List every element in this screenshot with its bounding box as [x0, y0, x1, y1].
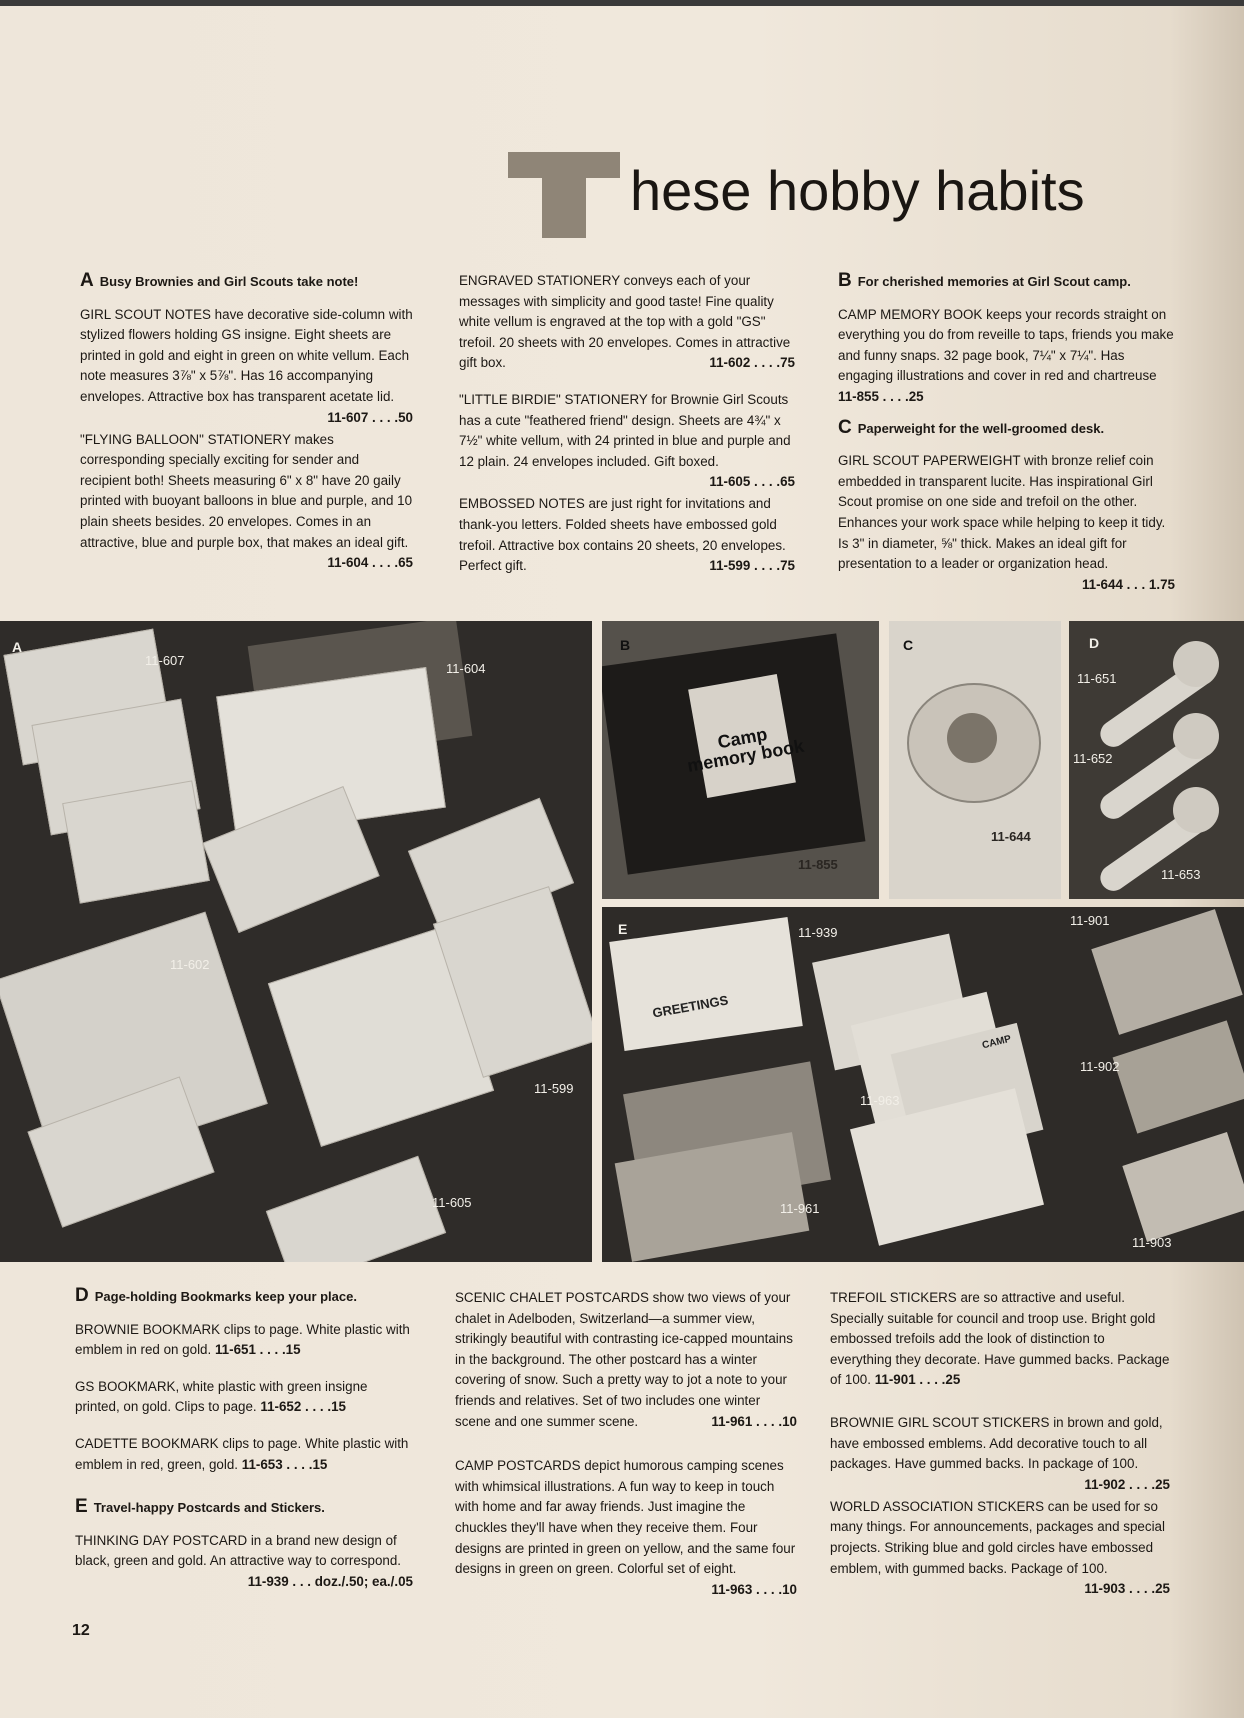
title-text: hese hobby habits — [630, 159, 1085, 222]
camp-book-description: CAMP MEMORY BOOK keeps your records straight on everything you do from reveille to taps, friends you make and funny snaps. 32 page book, 7¼" x 7¼". Has engaging illustrations and cover in red and chartreuse 11-855 . . . .25 — [838, 306, 1174, 404]
photo-camp-memory-book — [602, 621, 879, 899]
world-stickers-description: WORLD ASSOCIATION STICKERS can be used for so many things. For announcements, packages and special projects. Striking blue and gold circles have embossed emblem, with gummed backs. Package of 100. 11-903 . . . .25 — [830, 1498, 1170, 1597]
label-11-651: 11-651 — [1077, 671, 1117, 686]
engraved-description: ENGRAVED STATIONERY conveys each of your messages with simplicity and good taste! Fine quality white vellum is engraved at the top with a gold "GS" trefoil. 20 sheets with 20 envelopes. Comes in attractive gift box. 11-602 . . . .75 — [459, 273, 795, 371]
photo-paperweight — [889, 621, 1061, 899]
photo-stationery — [0, 621, 592, 1262]
section-a-heading: A Busy Brownies and Girl Scouts take note! — [80, 270, 359, 291]
thinking-day-description: THINKING DAY POSTCARD in a brand new design of black, green and gold. An attractive way to correspond. 11-939 . . . doz./.50; ea./.05 — [75, 1532, 413, 1589]
photo-b-letter: B — [620, 637, 631, 653]
section-e-heading: E Travel-happy Postcards and Stickers. — [75, 1496, 325, 1518]
chalet-description: SCENIC CHALET POSTCARDS show two views of your chalet in Adelboden, Switzerland—a summer view, strikingly beautiful with contrasting ice-capped mountains in the background. The other postcard has a winter covering of snow. Such a pretty way to jot a note to your friends and relatives. Set of two includes one winter scene and one summer scene. 11-961 . . . .10 — [455, 1290, 797, 1429]
label-11-901: 11-901 — [1070, 913, 1110, 928]
paperweight-description: GIRL SCOUT PAPERWEIGHT with bronze relief coin embedded in transparent lucite. Has inspirational Girl Scout promise on one side and trefoil on the other. Enhances your work space while helping to keep it tidy. Is 3" in diameter, ⅝" thick. Makes an ideal gift for presentation to a leader or organization head. 11-644 . . . 1.75 — [838, 453, 1175, 592]
notes-description: GIRL SCOUT NOTES have decorative side-column with stylized flowers holding GS insigne. Eight sheets are printed in gold and eight in green on white vellum. Each note measures 3⅞" x 5⅞". Has 16 accompanying envelopes. Attractive box has transparent acetate lid. 11-607 . . . .50 — [80, 306, 413, 425]
label-11-902: 11-902 — [1080, 1059, 1120, 1074]
photo-postcards-stickers — [602, 907, 1244, 1262]
column-d-e — [75, 1286, 413, 1593]
label-11-855: 11-855 — [798, 857, 838, 872]
brownie-bookmark-description: BROWNIE BOOKMARK clips to page. White plastic with emblem in red on gold. 11-651 . . . .15 — [75, 1321, 410, 1358]
label-11-644: 11-644 — [991, 829, 1031, 844]
label-11-652: 11-652 — [1073, 751, 1113, 766]
label-11-903: 11-903 — [1132, 1235, 1172, 1250]
column-a — [80, 271, 413, 574]
photo-a-letter: A — [12, 639, 23, 655]
memory-book-title: Camp memory book — [685, 723, 806, 776]
thinking-day-postcard — [609, 917, 803, 1051]
column-bc — [838, 271, 1175, 595]
label-11-961: 11-961 — [780, 1201, 820, 1216]
photo-bookmarks — [1069, 621, 1244, 899]
page-title — [508, 150, 1244, 250]
birdie-envelope — [266, 1156, 446, 1262]
brownie-stickers-description: BROWNIE GIRL SCOUT STICKERS in brown and gold, have embossed emblems. Add decorative touch to all packages. Have gummed backs. In package of 100. 11-902 . . . .25 — [830, 1414, 1170, 1492]
greetings-text: GREETINGS — [651, 992, 730, 1021]
photo-d-letter: D — [1089, 635, 1100, 651]
world-sticker-pack — [1122, 1132, 1244, 1242]
section-b-heading: B For cherished memories at Girl Scout camp. — [838, 270, 1131, 291]
notes-sheet-3 — [62, 780, 210, 903]
label-11-963: 11-963 — [860, 1093, 900, 1108]
embossed-description: EMBOSSED NOTES are just right for invitations and thank-you letters. Folded sheets have embossed gold trefoil. Attractive box contains 20 sheets, 20 envelopes. Perfect gift. 11-599 . . . .75 — [459, 496, 795, 574]
brownie-sticker-pack — [1113, 1020, 1244, 1133]
bookmark-cadette-emblem — [1173, 787, 1219, 833]
birdie-description: "LITTLE BIRDIE" STATIONERY for Brownie Girl Scouts has a cute "feathered friend" design. Sheets are 4¾" x 7½" white vellum, with 24 printed in blue and purple and 12 plain. 24 envelopes included. Gift boxed. 11-605 . . . .65 — [459, 391, 795, 490]
balloon-description: "FLYING BALLOON" STATIONERY makes corresponding specially exciting for sender and recipient both! Sheets measuring 6" x 8" have 20 gaily printed with buoyant balloons in blue and purple, and 10 plain sheets besides. 20 envelopes. Comes in an attractive, blue and purple box, that makes an ideal gift. 11-604 . . . .65 — [80, 431, 413, 571]
cadette-bookmark-description: CADETTE BOOKMARK clips to page. White plastic with emblem in red, green, gold. 11-653 . . . .15 — [75, 1435, 409, 1472]
label-11-604: 11-604 — [446, 661, 486, 676]
paperweight-coin — [947, 713, 997, 763]
gs-bookmark-description: GS BOOKMARK, white plastic with green insigne printed, on gold. Clips to page. 11-652 . . . .15 — [75, 1378, 368, 1415]
page-number: 12 — [72, 1622, 90, 1639]
camp-postcards-description: CAMP POSTCARDS depict humorous camping scenes with whimsical illustrations. A fun way to keep in touch with home and far away friends. Just imagine the chuckles they'll have when they receive them. Four designs are printed in green on yellow, and the same four designs in green on green. Colorful set of eight. 11-963 . . . .10 — [455, 1458, 797, 1597]
label-11-605: 11-605 — [432, 1195, 472, 1210]
photo-c-letter: C — [903, 637, 914, 653]
top-edge — [0, 0, 1244, 6]
column-postcards — [455, 1288, 797, 1600]
bookmark-brownie-emblem — [1173, 641, 1219, 687]
trefoil-stickers-description: TREFOIL STICKERS are so attractive and useful. Specially suitable for council and troop use. Bright gold embossed trefoils add the look of distinction to everything they decorate. Have gummed backs. Package of 100. 11-901 . . . .25 — [830, 1290, 1170, 1388]
camp-sign-text: CAMP — [981, 1033, 1013, 1052]
label-11-607: 11-607 — [145, 653, 185, 668]
label-11-653: 11-653 — [1161, 867, 1201, 882]
column-stationery — [459, 271, 795, 593]
column-stickers — [830, 1288, 1170, 1600]
trefoil-sticker-pack — [1091, 909, 1242, 1035]
photo-e-letter: E — [618, 921, 628, 937]
label-11-939: 11-939 — [798, 925, 838, 940]
section-d-heading: D Page-holding Bookmarks keep your place. — [75, 1285, 357, 1306]
label-11-599: 11-599 — [534, 1081, 574, 1096]
bookmark-gs-emblem — [1173, 713, 1219, 759]
label-11-602: 11-602 — [170, 957, 210, 972]
section-c-heading: C Paperweight for the well-groomed desk. — [838, 416, 1105, 438]
